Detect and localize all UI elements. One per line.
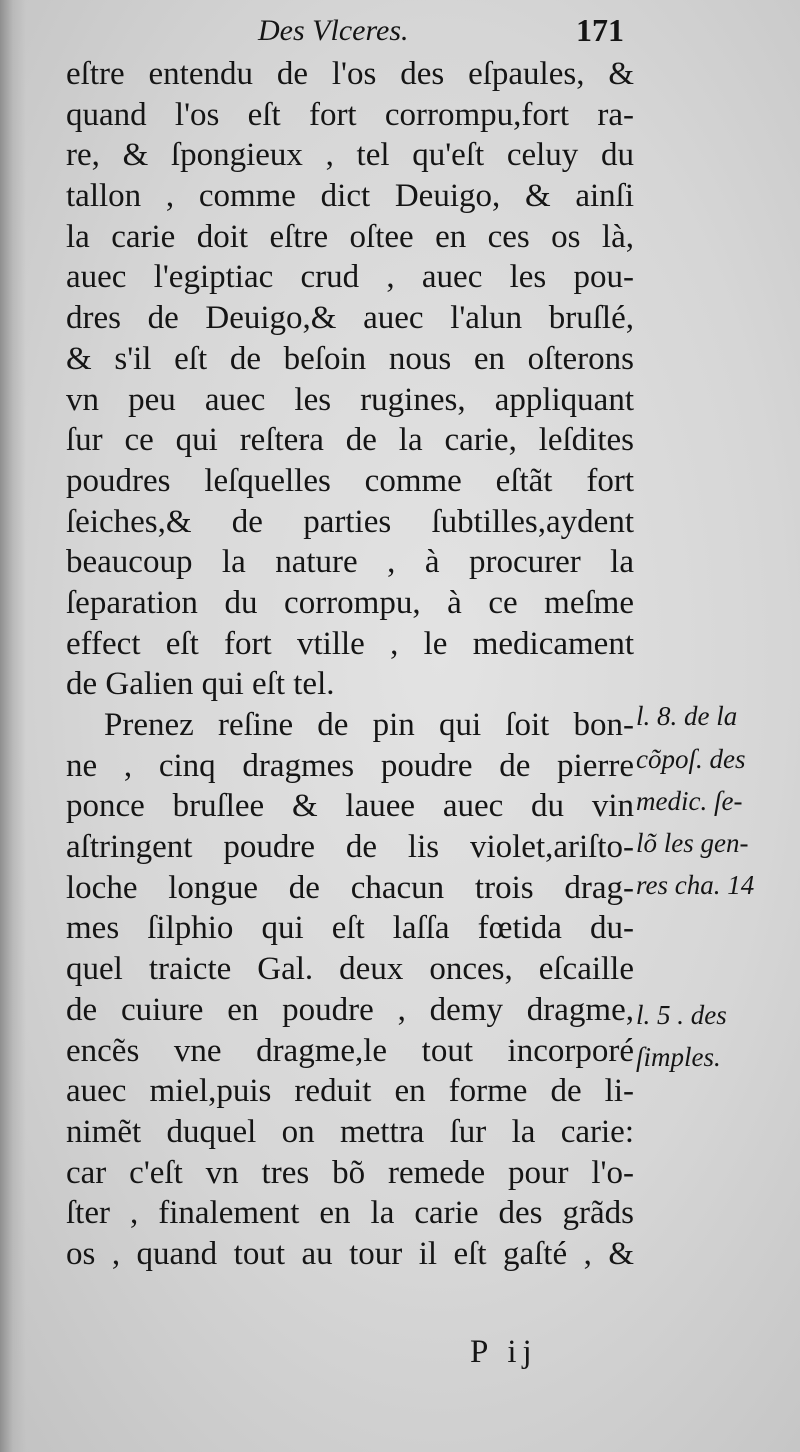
text-line: car c'eſt vn tres bõ remede pour l'o- [66,1154,634,1191]
body-text [66,54,634,1275]
margin-note: l. 8. de la [636,701,738,731]
text-line: Prenez reſine de pin qui ſoit bon- [104,707,634,743]
text-line: dres de Deuigo,& auec l'alun bruſlé, [66,300,634,337]
text-line: quel traicte Gal. deux onces, eſcaille [66,951,634,988]
text-line: ne , cinq dragmes poudre de pierre [66,747,634,784]
text-line: vn peu auec les rugines, appliquant [66,381,634,418]
margin-note: l. 5 . des [636,1000,727,1030]
page-spine-shadow [0,0,26,1452]
margin-note: cõpoſ. des [636,744,746,774]
text-line: encẽs vne dragme,le tout incorporé [66,1032,634,1069]
running-title: Des Vlceres. [258,14,409,47]
text-line: quand l'os eſt fort corrompu,fort ra- [66,96,634,133]
text-line: nimẽt duquel on mettra ſur la carie: [66,1113,634,1150]
text-line: de Galien qui eſt tel. [66,666,335,703]
text-line: eſtre entendu de l'os des eſpaules, & [66,56,634,92]
margin-note: lõ les gen- [636,828,749,858]
signature-mark: P ij [470,1334,538,1370]
text-line: re, & ſpongieux , tel qu'eſt celuy du [66,137,634,174]
text-line: auec l'egiptiac crud , auec les pou- [66,259,634,296]
text-line: ſeiches,& de parties ſubtilles,aydent [66,503,634,540]
margin-note: ſimples. [636,1042,721,1072]
text-line: ſur ce qui reſtera de la carie, leſdites [66,422,634,459]
text-line: tallon , comme dict Deuigo, & ainſi [66,178,634,215]
margin-note: medic. ſe- [636,786,743,816]
text-line: ſeparation du corrompu, à ce meſme [66,584,634,621]
text-line: auec miel,puis reduit en forme de li- [66,1073,634,1110]
margin-note: res cha. 14 [636,870,755,900]
text-line: & s'il eſt de beſoin nous en oſterons [66,340,634,377]
text-line: ſter , finalement en la carie des grãds [66,1195,634,1232]
text-line: ponce bruſlee & lauee auec du vin [66,788,634,825]
text-line: aſtringent poudre de lis violet,ariſto- [66,829,634,866]
text-line: loche longue de chacun trois drag- [66,869,634,906]
text-line: la carie doit eſtre oſtee en ces os là, [66,218,634,255]
text-line: mes ſilphio qui eſt laſſa fœtida du- [66,910,634,947]
page-number: 171 [576,12,624,48]
text-line: poudres leſquelles comme eſtãt fort [66,462,634,499]
text-line: de cuiure en poudre , demy dragme, [66,991,634,1028]
text-line: beaucoup la nature , à procurer la [66,544,634,581]
text-line: os , quand tout au tour il eſt gaſté , & [66,1235,634,1272]
text-line: effect eſt fort vtille , le medicament [66,625,634,662]
